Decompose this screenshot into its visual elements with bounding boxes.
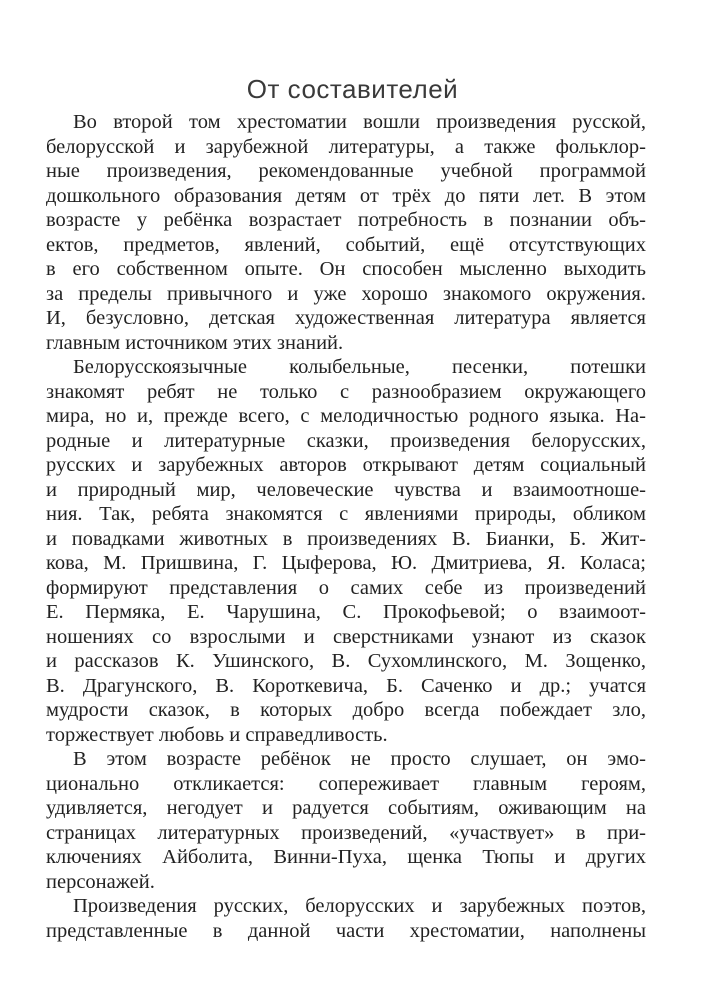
text-line: мудрости сказок, в которых добро всегда побеждает зло, [46, 699, 646, 721]
text-line: дошкольного образования детям от трёх до пяти лет. В этом [46, 184, 646, 207]
text-line: родные и литературные сказки, произведения белорусских, [46, 429, 646, 452]
text-line: и рассказов К. Ушинского, В. Сухомлинского, М. Зощенко, [46, 650, 646, 672]
text-line: представленные в данной части хрестоматии, наполнены [46, 919, 646, 942]
text-line: ционально откликается: сопереживает главным героям, [46, 772, 646, 795]
text-line: знакомят ребят не только с разнообразием окружающего [46, 380, 646, 403]
text-line: В. Драгунского, В. Короткевича, Б. Саченко и др.; учатся [46, 674, 646, 697]
paragraph [46, 747, 646, 894]
text-line: ния. Так, ребята знакомятся с явлениями природы, обликом [46, 503, 646, 525]
text-line: персонажей. [46, 870, 155, 893]
text-line: в его собственном опыте. Он способен мысленно выходить [46, 258, 646, 280]
text-line: Произведения русских, белорусских и зарубежных поэтов, [73, 895, 646, 917]
text-line: белорусской и зарубежной литературы, а также фольклор- [46, 135, 646, 158]
page-title: От составителей [246, 74, 459, 105]
text-line: В этом возрасте ребёнок не просто слушает, он эмо- [73, 748, 646, 770]
paragraph [46, 110, 646, 355]
text-line: ношениях со взрослыми и сверстниками узнают из сказок [46, 625, 646, 648]
paragraph [46, 894, 646, 943]
text-line: главным источником этих знаний. [46, 331, 344, 354]
text-line: мира, но и, прежде всего, с мелодичностью родного языка. На- [46, 405, 646, 427]
text-line: страницах литературных произведений, «участвует» в при- [46, 821, 646, 844]
text-line: ключениях Айболита, Винни-Пуха, щенка Тюпы и других [46, 846, 646, 868]
text-line: Во второй том хрестоматии вошли произведения русской, [73, 111, 646, 133]
text-line: возрасте у ребёнка возрастает потребность в познании объ- [46, 209, 646, 231]
text-line: формируют представления о самих себе из произведений [46, 576, 646, 599]
text-line: удивляется, негодует и радуется событиям, оживающим на [46, 797, 646, 819]
text-line: И, безусловно, детская художественная литература является [46, 307, 646, 329]
text-line: Е. Пермяка, Е. Чарушина, С. Прокофьевой; о взаимоот- [46, 601, 646, 623]
text-line: кова, М. Пришвина, Г. Цыферова, Ю. Дмитриева, Я. Коласа; [46, 552, 646, 574]
text-line: Белорусскоязычные колыбельные, песенки, потешки [73, 356, 646, 378]
text-line: за пределы привычного и уже хорошо знакомого окружения. [46, 282, 646, 305]
text-line: ектов, предметов, явлений, событий, ещё отсутствующих [46, 233, 646, 256]
text-line: русских и зарубежных авторов открывают детям социальный [46, 454, 646, 476]
text-line: ные произведения, рекомендованные учебной программой [46, 160, 646, 182]
text-line: торжествует любовь и справедливость. [46, 723, 388, 746]
page-body [46, 110, 646, 943]
paragraph [46, 355, 646, 747]
text-line: и природный мир, человеческие чувства и взаимоотноше- [46, 478, 646, 501]
text-line: и повадками животных в произведениях В. Бианки, Б. Жит- [46, 527, 646, 550]
